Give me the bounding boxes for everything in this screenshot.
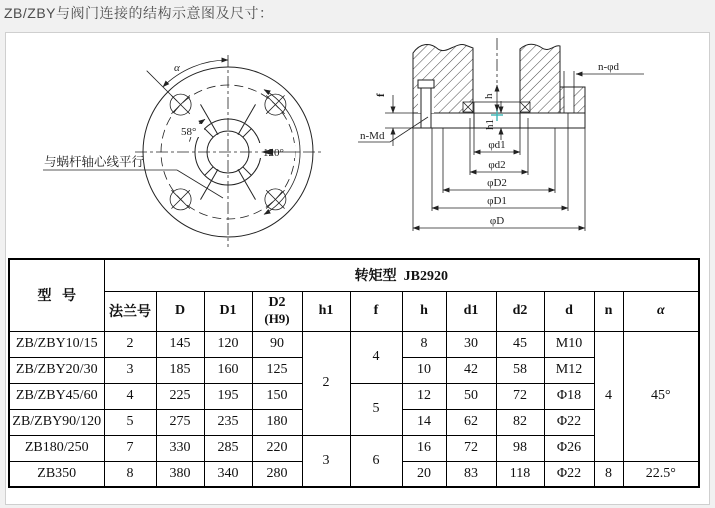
col-header-f: f: [350, 291, 402, 331]
cell-model: ZB/ZBY20/30: [9, 357, 104, 383]
cell-d: Φ22: [544, 409, 594, 435]
cell-h: 10: [402, 357, 446, 383]
cell-d2: 45: [496, 331, 544, 357]
col-header-h1: h1: [302, 291, 350, 331]
angle-58-dimension: [178, 119, 205, 141]
cell-f: 6: [350, 435, 402, 487]
dim-d1-label: φd1: [488, 139, 506, 151]
table-group-header: 转矩型 JB2920: [104, 259, 699, 291]
cell-D2: 90: [252, 331, 302, 357]
cell-d1: 72: [446, 435, 496, 461]
cell-D1: 160: [204, 357, 252, 383]
col-header-n: n: [594, 291, 623, 331]
cell-n: 8: [594, 461, 623, 487]
cell-flange: 2: [104, 331, 156, 357]
cell-d: M10: [544, 331, 594, 357]
cell-d1: 62: [446, 409, 496, 435]
col-header-d2: d2: [496, 291, 544, 331]
cell-D: 145: [156, 331, 204, 357]
cell-d2: 118: [496, 461, 544, 487]
cell-D1: 285: [204, 435, 252, 461]
cell-D1: 340: [204, 461, 252, 487]
cell-d: Φ26: [544, 435, 594, 461]
cell-D2: 280: [252, 461, 302, 487]
cell-flange: 3: [104, 357, 156, 383]
cell-d2: 72: [496, 383, 544, 409]
cell-d2: 82: [496, 409, 544, 435]
col-header-d1: d1: [446, 291, 496, 331]
cell-h: 14: [402, 409, 446, 435]
cell-D: 380: [156, 461, 204, 487]
angle-120-label: 120°: [263, 147, 284, 159]
cell-D1: 195: [204, 383, 252, 409]
dim-D-label: φD: [489, 215, 505, 227]
cell-h1: 3: [302, 435, 350, 487]
col-header-model: 型 号: [9, 259, 104, 331]
cell-d1: 30: [446, 331, 496, 357]
cell-D1: 235: [204, 409, 252, 435]
cell-h: 16: [402, 435, 446, 461]
cell-D2: 150: [252, 383, 302, 409]
cell-D: 225: [156, 383, 204, 409]
cell-d2: 98: [496, 435, 544, 461]
col-header-h: h: [402, 291, 446, 331]
cell-flange: 5: [104, 409, 156, 435]
cell-d: Φ18: [544, 383, 594, 409]
alpha-label: α: [174, 62, 180, 74]
cell-d1: 83: [446, 461, 496, 487]
col-header-D: D: [156, 291, 204, 331]
h-label: h: [483, 93, 495, 99]
cell-model: ZB350: [9, 461, 104, 487]
cell-D1: 120: [204, 331, 252, 357]
cell-d2: 58: [496, 357, 544, 383]
cell-f: 4: [350, 331, 402, 383]
h1-label: h1: [484, 119, 496, 130]
diameter-dimensions: [413, 113, 585, 231]
table-row: [9, 331, 699, 357]
cross-section-diagram: [350, 33, 655, 258]
cell-alpha: 22.5°: [623, 461, 699, 487]
cell-D2: 220: [252, 435, 302, 461]
cell-model: ZB/ZBY10/15: [9, 331, 104, 357]
flange-bolt-hole: [564, 71, 574, 113]
cell-f: 5: [350, 383, 402, 435]
col-header-d: d: [544, 291, 594, 331]
cell-D: 185: [156, 357, 204, 383]
cell-model: ZB/ZBY45/60: [9, 383, 104, 409]
n-md-label: n-Md: [360, 130, 385, 142]
cell-h: 8: [402, 331, 446, 357]
cell-h: 20: [402, 461, 446, 487]
dim-d2-label: φd2: [488, 159, 506, 171]
dim-D2-label: φD2: [487, 177, 507, 189]
n-phi-d-leader: [576, 61, 644, 74]
cell-flange: 4: [104, 383, 156, 409]
cell-d1: 42: [446, 357, 496, 383]
flange-face-diagram: [35, 33, 395, 255]
spec-table: [8, 258, 700, 488]
cell-n: 4: [594, 331, 623, 461]
cell-D2: 125: [252, 357, 302, 383]
bolt-hole: [170, 189, 191, 210]
cell-D: 275: [156, 409, 204, 435]
cell-alpha: 45°: [623, 331, 699, 461]
cell-d: Φ22: [544, 461, 594, 487]
cell-h: 12: [402, 383, 446, 409]
n-phi-d-label: n-φd: [598, 61, 620, 73]
cell-D2: 180: [252, 409, 302, 435]
cell-d1: 50: [446, 383, 496, 409]
page-title: ZB/ZBY与阀门连接的结构示意图及尺寸：: [4, 5, 274, 21]
cell-model: ZB/ZBY90/120: [9, 409, 104, 435]
cell-flange: 7: [104, 435, 156, 461]
dim-D1-label: φD1: [487, 195, 507, 207]
cell-d: M12: [544, 357, 594, 383]
col-header-D2: D2 (H9): [252, 291, 302, 331]
cell-D: 330: [156, 435, 204, 461]
col-header-flange: 法兰号: [104, 291, 156, 331]
col-header-alpha: α: [623, 291, 699, 331]
angle-alpha-dimension: [147, 60, 228, 101]
cell-flange: 8: [104, 461, 156, 487]
cell-h1: 2: [302, 331, 350, 435]
col-header-D1: D1: [204, 291, 252, 331]
f-label: f: [375, 93, 387, 97]
cell-model: ZB180/250: [9, 435, 104, 461]
worm-axis-note-text: 与蜗杆轴心线平行: [44, 155, 145, 169]
angle-58-label: 58°: [181, 126, 197, 138]
